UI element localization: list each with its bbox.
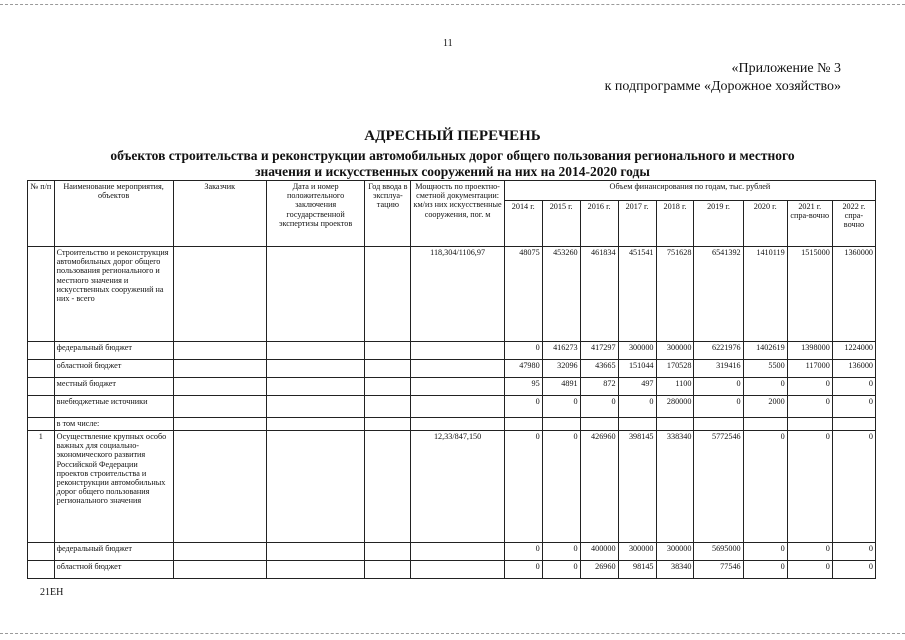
table-row [28, 561, 876, 579]
value-2018: 280000 [656, 396, 694, 418]
header-year-2019: 2019 г. [694, 201, 743, 247]
row-num: 1 [28, 431, 55, 543]
table-row [28, 360, 876, 378]
row-customer [173, 247, 266, 342]
value-2022: 1360000 [832, 247, 875, 342]
value-2019 [694, 418, 743, 431]
value-2021: 0 [787, 378, 832, 396]
header-capacity: Мощность по проектно-сметной документации: км/из них искусственные сооружения, пог. м [411, 181, 504, 247]
row-name: местный бюджет [54, 378, 173, 396]
header-year-2021: 2021 г. спра-вочно [787, 201, 832, 247]
value-2014: 0 [504, 543, 542, 561]
value-2020: 0 [743, 431, 787, 543]
value-2017: 300000 [618, 543, 656, 561]
value-2018: 300000 [656, 543, 694, 561]
table-row [28, 396, 876, 418]
value-2014: 47980 [504, 360, 542, 378]
value-2019: 6221976 [694, 342, 743, 360]
value-2020: 0 [743, 561, 787, 579]
value-2018: 338340 [656, 431, 694, 543]
table-row [28, 543, 876, 561]
header-commission-year: Год ввода в эксплуа-тацию [365, 181, 411, 247]
row-expertise [266, 418, 364, 431]
value-2017: 151044 [618, 360, 656, 378]
value-2016: 872 [580, 378, 618, 396]
row-commission-year [365, 342, 411, 360]
row-name: внебюджетные источники [54, 396, 173, 418]
value-2021: 0 [787, 431, 832, 543]
row-commission-year [365, 431, 411, 543]
value-2018: 300000 [656, 342, 694, 360]
row-capacity [411, 360, 504, 378]
value-2019: 77546 [694, 561, 743, 579]
value-2015: 32096 [542, 360, 580, 378]
value-2018: 38340 [656, 561, 694, 579]
value-2019: 6541392 [694, 247, 743, 342]
row-name: областной бюджет [54, 360, 173, 378]
value-2019: 5695000 [694, 543, 743, 561]
page-number: 11 [443, 38, 453, 49]
value-2021: 0 [787, 543, 832, 561]
row-commission-year [365, 418, 411, 431]
value-2014: 0 [504, 561, 542, 579]
row-customer [173, 431, 266, 543]
appendix-line-1: «Приложение № 3 [731, 61, 841, 76]
value-2014: 0 [504, 431, 542, 543]
row-commission-year [365, 396, 411, 418]
value-2016: 26960 [580, 561, 618, 579]
value-2018: 170528 [656, 360, 694, 378]
value-2018: 1100 [656, 378, 694, 396]
row-capacity [411, 543, 504, 561]
value-2022 [832, 418, 875, 431]
row-num [28, 342, 55, 360]
value-2019: 5772546 [694, 431, 743, 543]
header-name: Наименование мероприятия, объектов [54, 181, 173, 247]
value-2020: 0 [743, 378, 787, 396]
row-customer [173, 418, 266, 431]
row-expertise [266, 431, 364, 543]
value-2017: 98145 [618, 561, 656, 579]
table-row [28, 342, 876, 360]
row-name: в том числе: [54, 418, 173, 431]
row-commission-year [365, 247, 411, 342]
value-2017: 300000 [618, 342, 656, 360]
header-year-2014: 2014 г. [504, 201, 542, 247]
value-2016: 400000 [580, 543, 618, 561]
row-customer [173, 396, 266, 418]
document-subtitle-line-2: значения и искусственных сооружений на них на 2014-2020 годы [255, 164, 650, 179]
value-2016: 426960 [580, 431, 618, 543]
value-2019: 0 [694, 378, 743, 396]
value-2014: 95 [504, 378, 542, 396]
value-2021: 0 [787, 396, 832, 418]
row-name: Осуществление крупных особо важных для социально-экономического развития Российской Федерации проектов строительства и реконструкции автомобильных дорог общего пользования регионального значения [54, 431, 173, 543]
value-2016: 417297 [580, 342, 618, 360]
value-2022: 136000 [832, 360, 875, 378]
value-2022: 0 [832, 431, 875, 543]
row-expertise [266, 396, 364, 418]
scan-top-edge [0, 4, 905, 5]
value-2016: 0 [580, 396, 618, 418]
appendix-heading [605, 60, 841, 96]
value-2015: 0 [542, 561, 580, 579]
row-capacity: 12,33/847,150 [411, 431, 504, 543]
header-customer: Заказчик [173, 181, 266, 247]
row-commission-year [365, 561, 411, 579]
value-2015: 4891 [542, 378, 580, 396]
row-expertise [266, 342, 364, 360]
value-2021: 0 [787, 561, 832, 579]
header-year-2018: 2018 г. [656, 201, 694, 247]
value-2022: 0 [832, 543, 875, 561]
row-name: федеральный бюджет [54, 543, 173, 561]
value-2015: 416273 [542, 342, 580, 360]
value-2020: 2000 [743, 396, 787, 418]
row-expertise [266, 247, 364, 342]
value-2015: 453260 [542, 247, 580, 342]
value-2017 [618, 418, 656, 431]
table-row [28, 431, 876, 543]
document-title: АДРЕСНЫЙ ПЕРЕЧЕНЬ [364, 128, 541, 144]
table-row [28, 418, 876, 431]
value-2022: 1224000 [832, 342, 875, 360]
row-capacity [411, 418, 504, 431]
value-2020: 1402619 [743, 342, 787, 360]
row-capacity [411, 342, 504, 360]
row-customer [173, 543, 266, 561]
value-2015: 0 [542, 396, 580, 418]
value-2017: 497 [618, 378, 656, 396]
row-capacity [411, 396, 504, 418]
value-2020 [743, 418, 787, 431]
row-capacity [411, 561, 504, 579]
address-list-table [27, 180, 876, 579]
value-2021: 1398000 [787, 342, 832, 360]
header-funding: Объем финансирования по годам, тыс. рублей [504, 181, 875, 201]
row-customer [173, 561, 266, 579]
value-2020: 0 [743, 543, 787, 561]
row-num [28, 543, 55, 561]
row-num [28, 360, 55, 378]
row-name: областной бюджет [54, 561, 173, 579]
value-2020: 1410119 [743, 247, 787, 342]
row-capacity [411, 378, 504, 396]
footer-code: 21ЕН [40, 587, 64, 598]
row-num [28, 418, 55, 431]
value-2022: 0 [832, 396, 875, 418]
row-commission-year [365, 360, 411, 378]
value-2014 [504, 418, 542, 431]
row-num [28, 396, 55, 418]
value-2015 [542, 418, 580, 431]
row-expertise [266, 561, 364, 579]
row-customer [173, 342, 266, 360]
value-2022: 0 [832, 378, 875, 396]
row-name: Строительство и реконструкция автомобильных дорог общего пользования регионального и местного значения и искусственных сооружений на них - всего [54, 247, 173, 342]
row-name: федеральный бюджет [54, 342, 173, 360]
value-2018 [656, 418, 694, 431]
header-year-2016: 2016 г. [580, 201, 618, 247]
value-2021: 1515000 [787, 247, 832, 342]
value-2022: 0 [832, 561, 875, 579]
row-num [28, 247, 55, 342]
header-year-2017: 2017 г. [618, 201, 656, 247]
value-2017: 0 [618, 396, 656, 418]
row-customer [173, 378, 266, 396]
value-2020: 5500 [743, 360, 787, 378]
header-year-2020: 2020 г. [743, 201, 787, 247]
table-row [28, 247, 876, 342]
value-2015: 0 [542, 431, 580, 543]
value-2015: 0 [542, 543, 580, 561]
value-2016: 43665 [580, 360, 618, 378]
row-num [28, 378, 55, 396]
row-expertise [266, 543, 364, 561]
value-2021 [787, 418, 832, 431]
table-row [28, 378, 876, 396]
row-expertise [266, 378, 364, 396]
row-capacity: 118,304/1106,97 [411, 247, 504, 342]
value-2016: 461834 [580, 247, 618, 342]
header-year-2015: 2015 г. [542, 201, 580, 247]
row-expertise [266, 360, 364, 378]
header-year-2022: 2022 г. спра-вочно [832, 201, 875, 247]
row-commission-year [365, 543, 411, 561]
value-2016 [580, 418, 618, 431]
value-2019: 0 [694, 396, 743, 418]
value-2019: 319416 [694, 360, 743, 378]
value-2014: 0 [504, 396, 542, 418]
value-2014: 0 [504, 342, 542, 360]
value-2017: 451541 [618, 247, 656, 342]
row-num [28, 561, 55, 579]
value-2017: 398145 [618, 431, 656, 543]
scan-bottom-edge [0, 633, 905, 634]
document-subtitle-line-1: объектов строительства и реконструкции автомобильных дорог общего пользования регионального и местного [110, 148, 795, 163]
row-commission-year [365, 378, 411, 396]
value-2014: 48075 [504, 247, 542, 342]
appendix-line-2: к подпрограмме «Дорожное хозяйство» [604, 79, 841, 94]
header-expertise: Дата и номер положительного заключения государственной экспертизы проектов [266, 181, 364, 247]
value-2021: 117000 [787, 360, 832, 378]
header-num: № п/п [28, 181, 55, 247]
value-2018: 751628 [656, 247, 694, 342]
row-customer [173, 360, 266, 378]
